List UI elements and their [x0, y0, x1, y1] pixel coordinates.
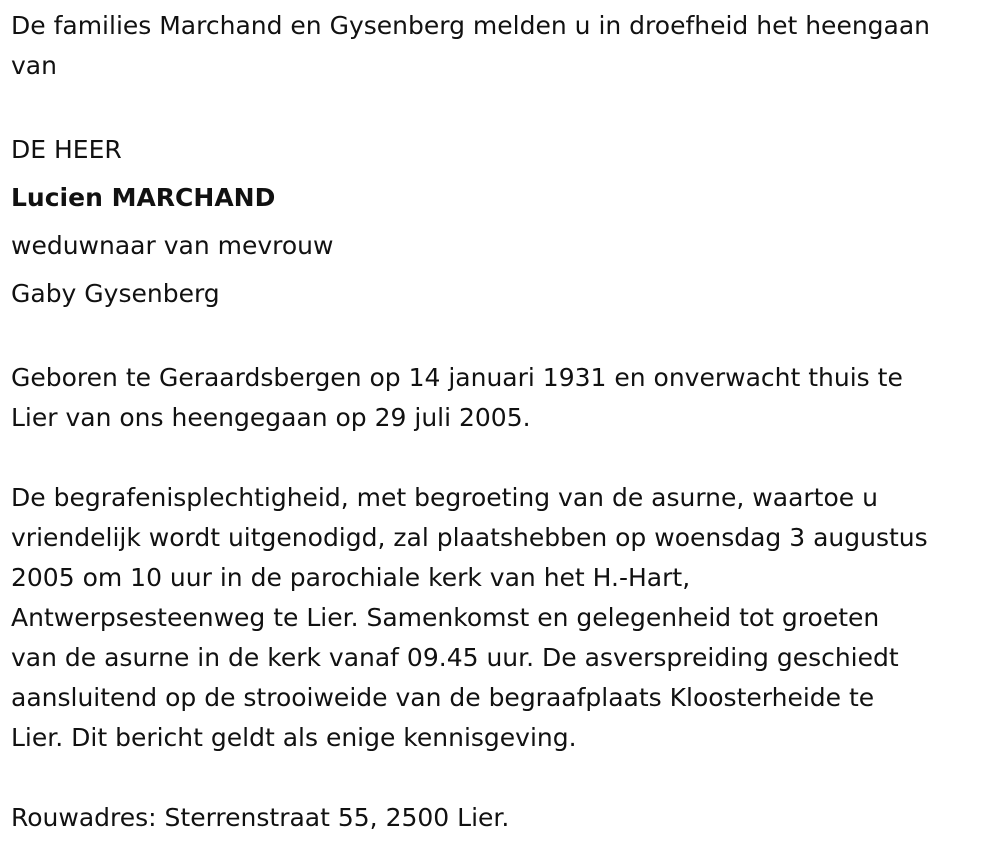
- address-paragraph: [11, 798, 996, 838]
- funeral-line-7: Lier. Dit bericht geldt als enige kennisgeving.: [11, 723, 577, 752]
- spacer: [11, 758, 996, 798]
- deceased-block: [11, 126, 996, 318]
- funeral-line-4: Antwerpsesteenweg te Lier. Samenkomst en gelegenheid tot groeten: [11, 603, 880, 632]
- funeral-line-1: De begrafenisplechtigheid, met begroeting van de asurne, waartoe u: [11, 483, 878, 512]
- deceased-name: Lucien MARCHAND: [11, 183, 276, 212]
- intro-line-2: van: [11, 51, 57, 80]
- birth-line-1: Geboren te Geraardsbergen op 14 januari 1931 en onverwacht thuis te: [11, 363, 903, 392]
- funeral-line-2: vriendelijk wordt uitgenodigd, zal plaatshebben op woensdag 3 augustus: [11, 523, 928, 552]
- birth-paragraph: [11, 358, 996, 438]
- funeral-paragraph: [11, 478, 996, 758]
- birth-line-2: Lier van ons heengegaan op 29 juli 2005.: [11, 403, 531, 432]
- funeral-line-6: aansluitend op de strooiweide van de begraafplaats Kloosterheide te: [11, 683, 875, 712]
- obituary-notice: [11, 6, 996, 838]
- spacer: [11, 438, 996, 478]
- deceased-relation: weduwnaar van mevrouw: [11, 231, 334, 260]
- spacer: [11, 86, 996, 126]
- deceased-spouse: Gaby Gysenberg: [11, 279, 220, 308]
- funeral-line-3: 2005 om 10 uur in de parochiale kerk van het H.-Hart,: [11, 563, 691, 592]
- funeral-line-5: van de asurne in de kerk vanaf 09.45 uur. De asverspreiding geschiedt: [11, 643, 899, 672]
- mourning-address: Rouwadres: Sterrenstraat 55, 2500 Lier.: [11, 803, 510, 832]
- spacer: [11, 318, 996, 358]
- deceased-title: DE HEER: [11, 135, 122, 164]
- intro-paragraph: [11, 6, 996, 86]
- intro-line-1: De families Marchand en Gysenberg melden u in droefheid het heengaan: [11, 11, 931, 40]
